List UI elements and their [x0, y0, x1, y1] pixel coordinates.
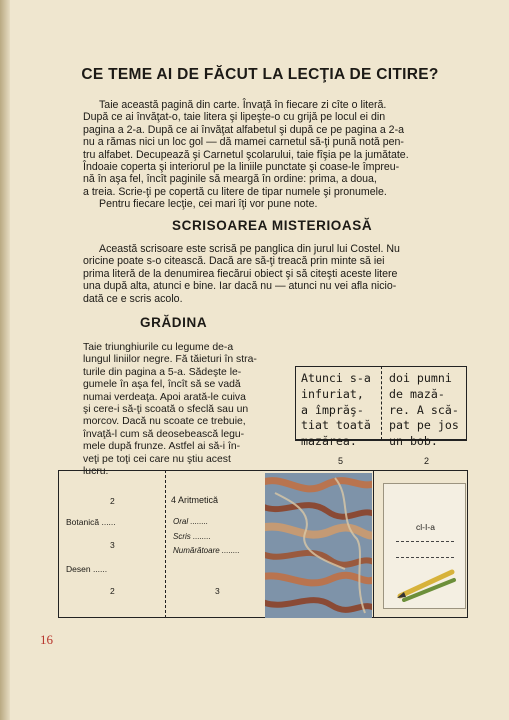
gradina-line: gumele în aşa fel, încît să se vadă — [83, 379, 241, 391]
gradina-line: lungul liniilor negre. Fă tăieturi în stra- — [83, 354, 257, 366]
class-label-card — [383, 483, 466, 609]
gradina-paragraph — [83, 342, 283, 478]
scrisoarea-line: dată ce e scris acolo. — [83, 292, 183, 305]
subject-desen: Desen — [66, 564, 91, 574]
intro-line: Îndoaie coperta şi interiorul pe la liniile punctate şi coase-le împreu- — [83, 161, 400, 174]
ribbon-line: un bob. — [389, 434, 438, 449]
ribbon-line: tiat toată — [301, 418, 371, 433]
scrisoarea-line: una după alta, atunci e bine. Iar dacă nu — atunci nu vei afla nicio- — [83, 280, 397, 293]
page-binding-edge — [0, 0, 10, 720]
card-left-subject2 — [66, 564, 107, 574]
section-title-scrisoarea: SCRISOAREA MISTERIOASĂ — [172, 218, 373, 233]
gradina-line: veţi pe toţi cei care nu ştiu acest — [83, 453, 231, 465]
page-heading: CE TEME AI DE FĂCUT LA LECŢIA DE CITIRE? — [81, 66, 439, 83]
card-mid-oral — [173, 517, 208, 526]
ribbon-number-right: 2 — [424, 456, 430, 466]
intro-line: pagina a 2-a. După ce ai învăţat alfabetul şi după ce pe pagina a 2-a — [83, 123, 404, 136]
booklet-fold-line-1 — [165, 470, 166, 618]
card-mid-title: 4 Aritmetică — [171, 495, 219, 505]
subject-botanica: Botanică — [66, 517, 100, 527]
label-oral: Oral — [173, 517, 189, 526]
intro-line: a treia. Scrie-ţi pe copertă cu litere de tipar numele şi pronumele. — [83, 185, 387, 198]
card-mid-num-bot: 3 — [215, 586, 220, 596]
intro-line: nă în aşa fel, încît paginile să meargă în ordine: prima, a doua, — [83, 173, 377, 186]
gradina-line: Taie triunghiurile cu legume de-a — [83, 342, 234, 353]
card-mid-numaratoare — [173, 546, 240, 555]
marbled-cover-panel — [265, 473, 372, 618]
ribbon-line: Atunci s-a — [301, 371, 371, 385]
gradina-line: învaţă-l cum să deosebească legu- — [83, 428, 245, 440]
intro-line: tru alfabet. Decupează şi Carnetul şcolarului, taie fîşia pe la jumătate. — [83, 148, 409, 161]
scrisoarea-line: prima literă de la denumirea fiecărui obiect şi să citeşti aceste litere — [83, 267, 398, 280]
ribbon-number-left: 5 — [338, 456, 344, 466]
ribbon-line: doi pumni — [389, 371, 452, 385]
intro-last-line: Pentru fiecare lecţie, cei mari îţi vor pune note. — [99, 198, 318, 211]
label-scris: Scris — [173, 532, 191, 541]
pen-icon — [396, 566, 458, 602]
booklet-fold-line-2 — [373, 470, 374, 618]
dot-leader: ........ — [193, 532, 211, 541]
name-line — [396, 541, 454, 542]
intro-line: nu a rămas nici un loc gol — dă mamei carnetul să-ţi pună notă pen- — [83, 136, 404, 149]
section-title-gradina: GRĂDINA — [140, 315, 208, 330]
label-numaratoare: Numărătoare — [173, 546, 220, 555]
card-left-num-top: 2 — [110, 496, 115, 506]
dot-leader: ...... — [101, 517, 116, 527]
gradina-line: şi cere-i să-ţi scoată o sfeclă sau un — [83, 404, 249, 416]
ribbon-line: infuriat, — [301, 386, 364, 401]
ribbon-text-left — [301, 371, 379, 450]
intro-line: După ce ai învăţat-o, taie litera şi lipeşte-o cu grijă pe locul ei din — [83, 111, 386, 124]
ribbon-text-right — [389, 371, 467, 450]
intro-line: Taie această pagină din carte. Învaţă în fiecare zi cîte o literă. — [99, 99, 387, 111]
card-left-subject1 — [66, 517, 116, 527]
ribbon-line: re. A scă- — [389, 402, 459, 417]
page-number: 16 — [40, 632, 53, 647]
card-left-num-bot: 2 — [110, 586, 115, 596]
dot-leader: ...... — [92, 564, 108, 574]
intro-paragraph — [83, 99, 481, 211]
gradina-line: numai verdeaţa. Apoi arată-le cuiva — [83, 391, 246, 403]
card-mid-scris — [173, 532, 211, 541]
gradina-line: morcov. Dacă nu scoate ce trebuie, — [83, 416, 246, 428]
ribbon-fold-line — [381, 366, 382, 440]
ribbon-line: mazărea. — [301, 434, 357, 449]
scrisoarea-paragraph — [83, 243, 481, 305]
scrisoarea-line: Această scrisoare este scrisă pe panglica din jurul lui Costel. Nu — [99, 243, 400, 255]
card-left-num-mid: 3 — [110, 540, 115, 550]
ribbon-line: pat pe jos — [389, 418, 459, 433]
ribbon-line: de mază- — [389, 386, 445, 401]
marble-pattern-icon — [265, 473, 372, 618]
dot-leader: ........ — [221, 546, 240, 555]
scrisoarea-line: oricine poate s-o citească. Dacă are să-ţi treacă prin minte să iei — [83, 255, 385, 268]
gradina-line: mele după frunze. Astfel ai să-i în- — [83, 441, 241, 453]
gradina-line: lucru. — [83, 466, 109, 478]
class-label: cl-I-a — [416, 522, 435, 532]
gradina-line: turile din pagina a 5-a. Sădeşte le- — [83, 366, 242, 378]
dot-leader: ........ — [190, 517, 209, 526]
ribbon-line: a împrăş- — [301, 402, 364, 417]
name-line — [396, 557, 454, 558]
